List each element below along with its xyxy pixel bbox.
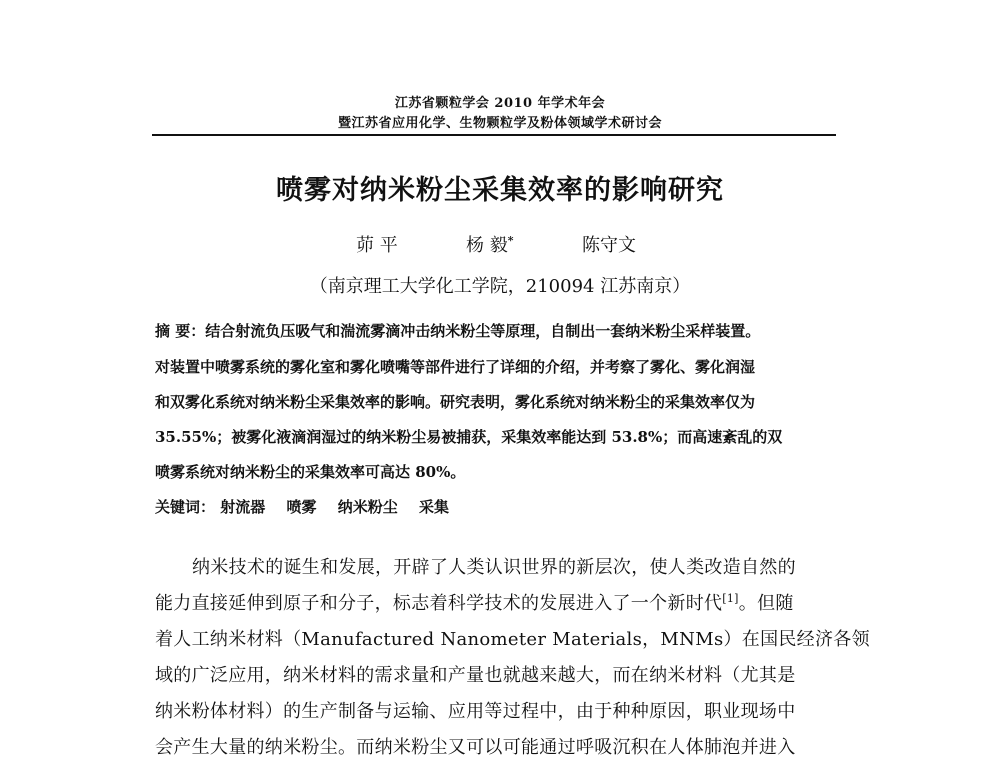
abstract-line: 喷雾系统对纳米粉尘的采集效率可高达 80%。: [155, 463, 466, 481]
body-line: 着人工纳米材料（Manufactured Nanometer Materials，MNMs）在国民经济各领: [155, 629, 870, 650]
body-line-text: 能力直接延伸到原子和分子，标志着科学技术的发展进入了一个新时代: [155, 593, 723, 614]
author-3: [582, 231, 636, 257]
abstract-label: 摘 要：: [155, 322, 206, 340]
conference-header-line1: 江苏省颗粒学会 2010 年学术年会: [394, 96, 606, 111]
keyword: 喷雾: [286, 498, 317, 516]
author-1-name: 茆 平: [356, 235, 398, 256]
keyword: 纳米粉尘: [337, 498, 398, 516]
author-2-name: 杨 毅: [466, 235, 508, 256]
abstract-line: 和双雾化系统对纳米粉尘采集效率的影响。研究表明，雾化系统对纳米粉尘的采集效率仅为: [155, 393, 756, 411]
author-2: [466, 231, 514, 257]
body-line: 会产生大量的纳米粉尘。而纳米粉尘又可以可能通过呼吸沉积在人体肺泡并进入: [155, 737, 796, 758]
conference-header-line2: 暨江苏省应用化学、生物颗粒学及粉体领域学术研讨会: [337, 116, 662, 131]
abstract-line: 35.55%；被雾化液滴润湿过的纳米粉尘易被捕获，采集效率能达到 53.8%；而高速紊乱的双: [155, 428, 783, 446]
affiliation: （南京理工大学化工学院，210094 江苏南京）: [309, 276, 691, 297]
keywords: [155, 496, 465, 517]
author-3-name: 陈守文: [582, 235, 636, 256]
body-line-tail: 。但随: [738, 593, 794, 614]
abstract-line: 对装置中喷雾系统的雾化室和雾化喷嘴等部件进行了详细的介绍，并考察了雾化、雾化润湿: [155, 358, 756, 376]
corresponding-author-mark: *: [507, 234, 514, 247]
abstract-line-text: 结合射流负压吸气和湍流雾滴冲击纳米粉尘等原理，自制出一套纳米粉尘采样装置。: [205, 322, 761, 340]
body-line: 纳米技术的诞生和发展，开辟了人类认识世界的新层次，使人类改造自然的: [192, 557, 796, 578]
paper-title: 喷雾对纳米粉尘采集效率的影响研究: [276, 175, 724, 206]
abstract-line: [155, 320, 760, 341]
body-line: 纳米粉体材料）的生产制备与运输、应用等过程中，由于种种原因，职业现场中: [155, 701, 796, 722]
body-line: 域的广泛应用，纳米材料的需求量和产量也就越来越大，而在纳米材料（尤其是: [155, 665, 796, 686]
citation-ref: [1]: [722, 592, 739, 605]
header-rule: [152, 134, 836, 136]
author-list: [0, 231, 1000, 255]
keyword: 采集: [419, 498, 450, 516]
keywords-label: 关键词：: [155, 498, 216, 516]
body-line: [155, 589, 794, 615]
author-1: [356, 231, 398, 257]
keyword: 射流器: [220, 498, 266, 516]
